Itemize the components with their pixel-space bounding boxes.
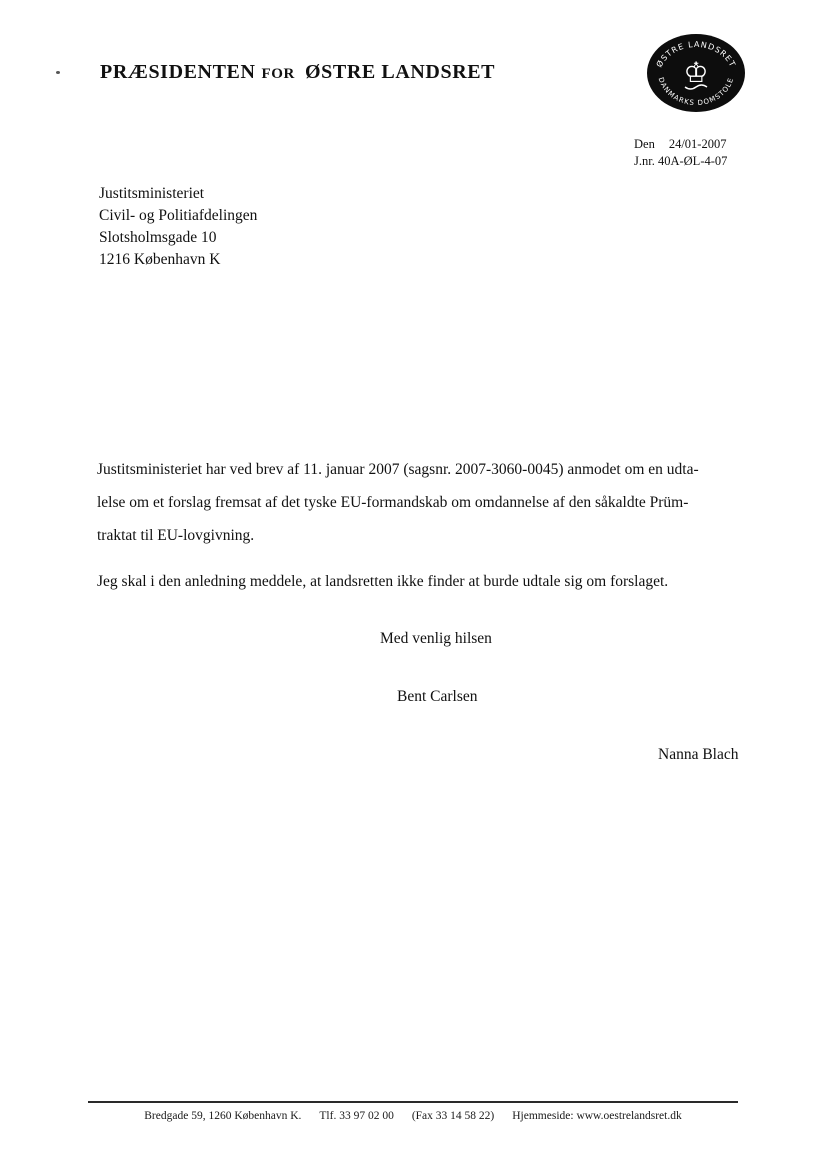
scan-artifact-dot (56, 71, 60, 74)
recipient-address (99, 183, 257, 271)
recipient-line: Justitsministeriet (99, 185, 205, 202)
footer-fax: (Fax 33 14 58 22) (411, 1110, 495, 1122)
recipient-line: Civil- og Politiafdelingen (99, 207, 258, 224)
body-paragraph-2: Jeg skal i den anledning meddele, at landsretten ikke finder at burde udtale sig om forslaget. (97, 573, 669, 590)
seal-top-text: ØSTRE LANDSRET (654, 39, 738, 69)
letterhead-title-for: FOR (261, 66, 295, 82)
date-line (634, 136, 727, 153)
date-label: Den (634, 137, 655, 151)
footer-website: Hjemmeside: www.oestrelandsret.dk (512, 1110, 682, 1122)
date-value: 24/01-2007 (668, 137, 727, 151)
crown-icon: ♔ (683, 56, 709, 89)
footer-address: Bredgade 59, 1260 København K. (144, 1110, 302, 1122)
letterhead-title-rest: ØSTRE LANDSRET (305, 61, 496, 83)
court-seal-icon (645, 32, 747, 114)
secondary-signature-name: Nanna Blach (658, 746, 739, 763)
recipient-line: 1216 København K (99, 251, 221, 268)
footer-phone: Tlf. 33 97 02 00 (319, 1110, 394, 1122)
body-line: Justitsministeriet har ved brev af 11. januar 2007 (sagsnr. 2007-3060-0045) anmodet om en udta- (97, 461, 699, 478)
seal-bottom-text: DANMARKS DOMSTOLE (656, 76, 736, 108)
meta-block (634, 136, 727, 170)
footer (0, 1110, 826, 1122)
closing-phrase: Med venlig hilsen (380, 630, 492, 647)
footer-divider (88, 1101, 738, 1103)
recipient-line: Slotsholmsgade 10 (99, 229, 217, 246)
body-line: lelse om et forslag fremsat af det tyske EU-formandskab om omdannelse af den såkaldte Prüm- (97, 494, 689, 511)
court-seal (645, 32, 747, 114)
letterhead-title-main: PRÆSIDENTEN (100, 61, 256, 83)
letterhead-title (100, 61, 495, 84)
body-paragraph-1 (97, 453, 747, 552)
body-line: traktat til EU-lovgivning. (97, 527, 255, 544)
journal-number: J.nr. 40A-ØL-4-07 (634, 154, 728, 168)
signature-name: Bent Carlsen (397, 688, 478, 705)
